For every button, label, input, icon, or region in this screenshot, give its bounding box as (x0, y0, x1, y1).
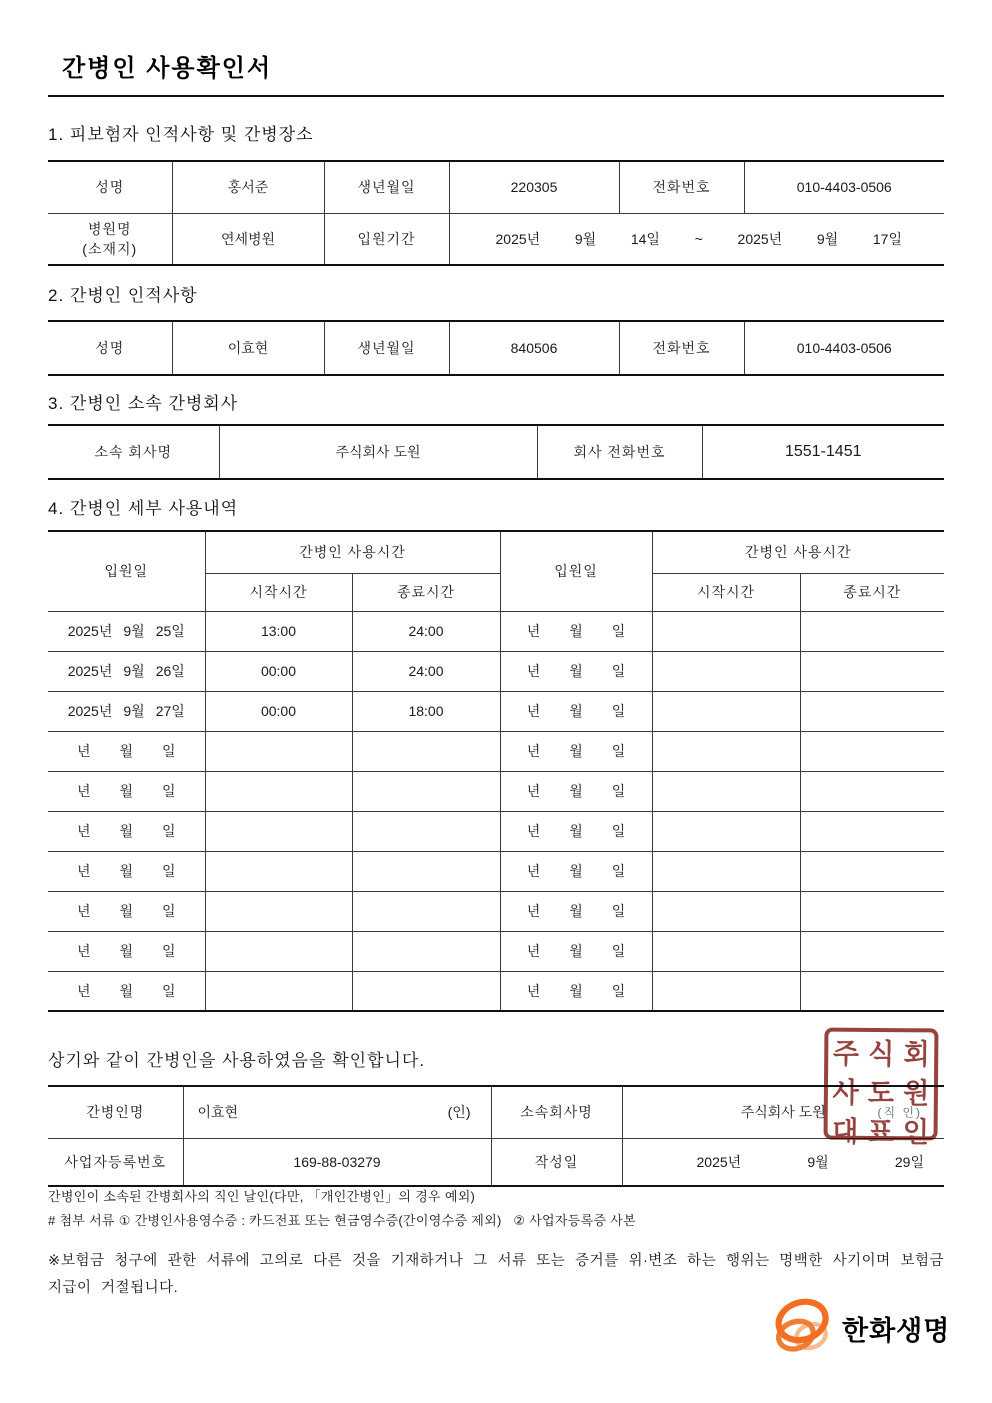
start-time-cell-left (205, 891, 352, 931)
seal-mark: (인) (447, 1104, 471, 1121)
date-day: 일 (611, 903, 626, 919)
date-month: 월 (119, 943, 134, 959)
start-time-cell-left: 00:00 (205, 691, 352, 731)
usage-row (48, 771, 944, 811)
date-day: 일 (162, 982, 176, 999)
date-year: 년 (76, 743, 91, 759)
caregiver-name-value: 이효현 (172, 321, 324, 375)
end-time-cell-right (800, 611, 944, 651)
section4-heading: 4. 간병인 세부 사용내역 (48, 499, 239, 518)
end-time-cell-left (352, 851, 500, 891)
insured-phone-label: 전화번호 (619, 161, 744, 213)
usage-date-header-right: 입원일 (500, 531, 652, 611)
date-month: 월 (569, 943, 583, 959)
footnote-seal-rule: 간병인이 소속된 간병회사의 직인 날인(다만, 「개인간병인」의 경우 예외) (48, 1189, 476, 1204)
date-month: 월 (569, 783, 583, 799)
insured-phone-value: 010-4403-0506 (744, 161, 944, 213)
admission-date-cell-right (500, 811, 652, 851)
start-time-cell-left (205, 731, 352, 771)
caregiver-sign-value (183, 1086, 491, 1138)
date-month: 월 (569, 903, 583, 919)
caregiver-phone-value: 010-4403-0506 (744, 321, 944, 375)
insured-info-table (48, 160, 944, 266)
written-date-day: 29일 (894, 1153, 924, 1170)
admission-period-value (449, 213, 944, 265)
date-day: 일 (611, 743, 626, 759)
seal-character: 주 (832, 1037, 860, 1070)
section2-heading: 2. 간병인 인적사항 (48, 286, 198, 305)
date-year: 년 (526, 863, 541, 879)
company-name-label: 소속 회사명 (48, 425, 219, 479)
admission-period-label: 입원기간 (324, 213, 449, 265)
admission-date-cell-left (48, 891, 205, 931)
sign-company-label: 소속회사명 (491, 1086, 622, 1138)
date-day: 25일 (155, 623, 185, 639)
written-date-year: 2025년 (696, 1153, 742, 1170)
seal-character: 표 (867, 1116, 894, 1148)
admission-date-cell-left (48, 731, 205, 771)
date-day: 일 (162, 863, 176, 879)
date-month: 월 (119, 743, 134, 759)
end-time-cell-left: 24:00 (352, 651, 500, 691)
date-year: 년 (76, 943, 91, 959)
company-phone-value: 1551-1451 (702, 425, 944, 479)
date-day: 26일 (155, 663, 185, 679)
seal-character: 인 (902, 1116, 930, 1149)
start-time-header-left: 시작시간 (205, 573, 352, 611)
date-day: 일 (162, 943, 176, 959)
admission-date-cell-right (500, 651, 652, 691)
date-year: 년 (526, 783, 541, 799)
date-month: 월 (569, 982, 583, 999)
usage-row (48, 691, 944, 731)
period-from-day: 14일 (630, 230, 660, 247)
company-seal-stamp (824, 1028, 939, 1149)
end-time-cell-left (352, 971, 500, 1011)
footnote-attachments: # 첨부 서류 ① 간병인사용영수증 : 카드전표 또는 현금영수증(간이영수증 제외) ② 사업자등록증 사본 (48, 1213, 636, 1228)
date-day: 일 (162, 743, 176, 759)
period-from-year: 2025년 (495, 230, 541, 247)
hanwha-rings-icon (772, 1294, 834, 1362)
business-no-value: 169-88-03279 (183, 1138, 491, 1186)
date-month: 월 (569, 863, 583, 879)
start-time-header-right: 시작시간 (652, 573, 800, 611)
end-time-header-right: 종료시간 (800, 573, 944, 611)
hospital-label-line1: 병원명 (87, 220, 132, 237)
start-time-cell-left (205, 971, 352, 1011)
start-time-cell-right (652, 851, 800, 891)
title-block (48, 48, 944, 97)
page-title: 간병인 사용확인서 (62, 55, 273, 82)
date-day: 27일 (155, 703, 185, 719)
usage-date-header-left: 입원일 (48, 531, 205, 611)
start-time-cell-right (652, 651, 800, 691)
section1-heading: 1. 피보험자 인적사항 및 간병장소 (48, 125, 314, 144)
start-time-cell-right (652, 811, 800, 851)
usage-row (48, 931, 944, 971)
start-time-cell-left (205, 931, 352, 971)
admission-date-cell-right (500, 731, 652, 771)
start-time-cell-right (652, 891, 800, 931)
admission-date-cell-left (48, 931, 205, 971)
end-time-cell-left (352, 931, 500, 971)
start-time-cell-left (205, 811, 352, 851)
admission-date-cell-right (500, 891, 652, 931)
admission-date-cell-left (48, 811, 205, 851)
end-time-cell-right (800, 771, 944, 811)
date-year: 2025년 (67, 623, 113, 639)
date-year: 년 (76, 783, 91, 799)
start-time-cell-left: 13:00 (205, 611, 352, 651)
usage-row (48, 851, 944, 891)
date-year: 년 (76, 823, 91, 839)
end-time-cell-right (800, 691, 944, 731)
admission-date-cell-left (48, 691, 205, 731)
seal-placeholder: (직 인) (877, 1105, 922, 1120)
admission-date-cell-left (48, 651, 205, 691)
caregiver-birth-label: 생년월일 (324, 321, 449, 375)
date-month: 월 (569, 623, 583, 639)
start-time-cell-right (652, 931, 800, 971)
date-day: 일 (611, 943, 626, 959)
admission-date-cell-right (500, 691, 652, 731)
usage-row (48, 731, 944, 771)
signature-table (48, 1085, 944, 1187)
usage-row (48, 811, 944, 851)
seal-character: 대 (832, 1115, 859, 1148)
company-name-value: 주식회사 도원 (219, 425, 537, 479)
start-time-cell-right (652, 611, 800, 651)
written-date-value (622, 1138, 944, 1186)
date-month: 월 (569, 743, 583, 759)
confirmation-statement: 상기와 같이 간병인을 사용하였음을 확인합니다. (48, 1051, 426, 1070)
admission-date-cell-left (48, 771, 205, 811)
date-year: 년 (76, 982, 91, 999)
date-day: 일 (611, 663, 626, 679)
sign-company-name: 주식회사 도원 (740, 1104, 826, 1121)
date-month: 월 (569, 823, 583, 839)
fraud-warning: ※보험금 청구에 관한 서류에 고의로 다른 것을 기재하거나 그 서류 또는 증거를 위·변조 하는 행위는 명백한 사기이며 보험금 지급이 거절됩니다. (48, 1253, 944, 1296)
date-month: 9월 (123, 623, 145, 639)
date-year: 년 (76, 903, 91, 919)
usage-time-header-right: 간병인 사용시간 (652, 531, 944, 573)
date-month: 월 (119, 903, 134, 919)
insured-name-value: 홍서준 (172, 161, 324, 213)
caregiver-sign-name: 이효현 (197, 1104, 239, 1121)
start-time-cell-left (205, 851, 352, 891)
caregiver-sign-label: 간병인명 (48, 1086, 183, 1138)
caregiver-name-label: 성명 (48, 321, 172, 375)
admission-date-cell-right (500, 851, 652, 891)
admission-date-cell-right (500, 931, 652, 971)
date-month: 월 (119, 783, 134, 799)
start-time-cell-right (652, 771, 800, 811)
caregiver-birth-value: 840506 (449, 321, 619, 375)
period-to-day: 17일 (872, 230, 902, 247)
date-year: 년 (526, 982, 541, 999)
seal-character: 사 (832, 1076, 859, 1109)
usage-detail-table (48, 530, 944, 1012)
insured-name-label: 성명 (48, 161, 172, 213)
date-day: 일 (611, 863, 626, 879)
written-date-month: 9월 (807, 1153, 829, 1170)
care-company-table (48, 424, 944, 480)
end-time-cell-left (352, 891, 500, 931)
written-date-label: 작성일 (491, 1138, 622, 1186)
period-tilde: ~ (694, 230, 703, 247)
start-time-cell-right (652, 691, 800, 731)
period-to-year: 2025년 (737, 230, 783, 247)
start-time-cell-right (652, 731, 800, 771)
usage-row (48, 651, 944, 691)
date-year: 년 (526, 703, 541, 719)
date-year: 년 (526, 743, 541, 759)
hospital-label-line2: (소재지) (82, 240, 138, 257)
date-month: 월 (119, 982, 134, 999)
end-time-cell-right (800, 731, 944, 771)
date-day: 일 (611, 783, 626, 799)
hospital-label (48, 213, 172, 265)
date-year: 년 (526, 623, 541, 639)
end-time-cell-left (352, 771, 500, 811)
date-year: 2025년 (67, 703, 113, 719)
hospital-value: 연세병원 (172, 213, 324, 265)
date-day: 일 (611, 823, 626, 839)
usage-time-header-left: 간병인 사용시간 (205, 531, 500, 573)
caregiver-phone-label: 전화번호 (619, 321, 744, 375)
insured-birth-label: 생년월일 (324, 161, 449, 213)
date-year: 년 (526, 943, 541, 959)
period-to-month: 9월 (816, 230, 839, 247)
admission-date-cell-right (500, 611, 652, 651)
hanwha-life-wordmark: 한화생명 (842, 1315, 951, 1346)
insured-birth-value: 220305 (449, 161, 619, 213)
seal-character: 도 (867, 1077, 895, 1109)
date-year: 년 (76, 863, 91, 879)
start-time-cell-left (205, 771, 352, 811)
date-year: 년 (526, 903, 541, 919)
admission-date-cell-left (48, 851, 205, 891)
start-time-cell-right (652, 971, 800, 1011)
date-day: 일 (611, 982, 626, 999)
date-day: 일 (611, 623, 626, 639)
seal-character: 회 (903, 1038, 930, 1071)
seal-character: 원 (903, 1077, 930, 1110)
date-day: 일 (611, 703, 626, 719)
date-day: 일 (162, 783, 176, 799)
section3-heading: 3. 간병인 소속 간병회사 (48, 394, 239, 413)
seal-character: 식 (868, 1038, 895, 1070)
end-time-cell-right (800, 971, 944, 1011)
date-month: 월 (569, 703, 583, 719)
admission-date-cell-left (48, 971, 205, 1011)
date-year: 년 (526, 663, 541, 679)
period-from-month: 9월 (574, 230, 597, 247)
end-time-cell-left: 18:00 (352, 691, 500, 731)
usage-row (48, 611, 944, 651)
hanwha-life-logo (772, 1294, 950, 1362)
end-time-cell-left (352, 811, 500, 851)
usage-row (48, 971, 944, 1011)
date-month: 월 (569, 663, 583, 679)
admission-date-cell-right (500, 971, 652, 1011)
date-year: 2025년 (67, 663, 113, 679)
end-time-cell-right (800, 891, 944, 931)
start-time-cell-left: 00:00 (205, 651, 352, 691)
company-phone-label: 회사 전화번호 (537, 425, 702, 479)
admission-date-cell-right (500, 771, 652, 811)
end-time-cell-left: 24:00 (352, 611, 500, 651)
end-time-cell-left (352, 731, 500, 771)
business-no-label: 사업자등록번호 (48, 1138, 183, 1186)
end-time-cell-right (800, 811, 944, 851)
date-day: 일 (162, 903, 176, 919)
end-time-cell-right (800, 651, 944, 691)
end-time-cell-right (800, 851, 944, 891)
date-month: 9월 (123, 663, 145, 679)
end-time-cell-right (800, 931, 944, 971)
date-year: 년 (526, 823, 541, 839)
date-month: 9월 (123, 703, 145, 719)
date-month: 월 (119, 823, 134, 839)
end-time-header-left: 종료시간 (352, 573, 500, 611)
date-month: 월 (119, 863, 134, 879)
admission-date-cell-left (48, 611, 205, 651)
usage-row (48, 891, 944, 931)
caregiver-info-table (48, 320, 944, 376)
date-day: 일 (162, 823, 176, 839)
